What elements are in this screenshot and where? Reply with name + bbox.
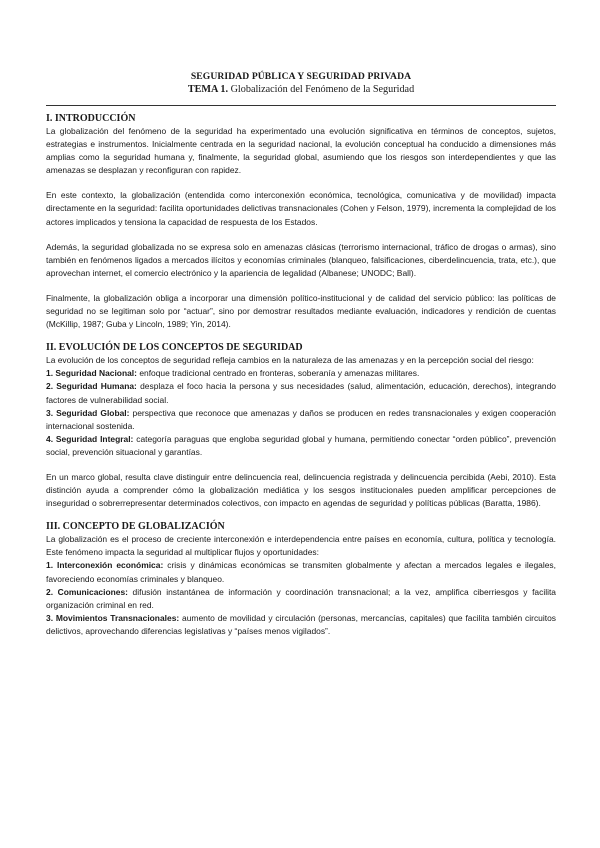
list-item-label: 1. Interconexión económica: (46, 560, 164, 571)
section-heading-introduccion: I. INTRODUCCIÓN (46, 113, 136, 124)
list-item-text: difusión instantánea de información y coordinación transnacional; a la vez, amplifica ciberriesgos y facilita organización criminal en red. (46, 586, 556, 610)
paragraph: Además, la seguridad globalizada no se expresa solo en amenazas clásicas (terrorismo internacional, tráfico de drogas o armas), sino también en fenómenos ligados a mercados ilícitos y economías criminales (blanqueo, falsificaciones, ciberdelincuencia, trata, etc.), que aprovechan internet, el comercio electrónico y la apariencia de legalidad (Albanese; UNODC; Ball). (46, 241, 556, 278)
paragraph: Finalmente, la globalización obliga a incorporar una dimensión político-institucional y de calidad del servicio público: las políticas de seguridad no se legitiman solo por “actuar”, sino por demostrar resultados mediante evaluación, indicadores y rendición de cuentas (McKillip, 1987; Guba y Lincoln, 1989; Yin, 2014). (46, 292, 556, 330)
list-item-label: 3. Movimientos Transnacionales: (46, 612, 180, 623)
list-item (46, 380, 556, 406)
paragraph: La globalización del fenómeno de la seguridad ha experimentado una evolución significativa en términos de conceptos, sujetos, estrategias e instrumentos. Inicialmente centrada en la seguridad nacional, la evolución conceptual ha conducido a dimensiones más amplias como la seguridad humana y, finalmente, la seguridad global, asumiendo que los riesgos son interdependientes y que las amenazas se desplazan y reconfiguran con rapidez. (46, 126, 556, 176)
paragraph: En este contexto, la globalización (entendida como interconexión económica, tecnológica, comunicativa y de movilidad) impacta directamente en la seguridad: facilita oportunidades delictivas transnacionales (Cohen y Felson, 1979), incrementa la complejidad de los actores implicados y tensiona la capacidad de respuesta de los Estados. (46, 190, 556, 227)
list-item-label: 3. Seguridad Global: (46, 407, 130, 418)
list-item-text: aumento de movilidad y circulación (personas, mercancías, capitales) que facilita también circuitos delictivos, aprovechando diferencias legislativas y “países menos vigilados”. (46, 612, 556, 636)
list-item (46, 367, 556, 380)
list-item-text: categoría paraguas que engloba seguridad global y humana, permitiendo conectar “orden público”, prevención social, prevención situacional y garantías. (46, 433, 556, 457)
document-subtitle (46, 83, 556, 97)
list-item-label: 2. Seguridad Humana: (46, 381, 137, 392)
document-header (46, 0, 556, 97)
list-item-text: perspectiva que reconoce que amenazas y daños se producen en redes transnacionales y exigen cooperación internacional sostenida. (46, 407, 556, 431)
topic-label: TEMA 1. (187, 84, 229, 95)
topic-text: Globalización del Fenómeno de la Seguridad (230, 84, 415, 95)
section-heading-globalizacion: III. CONCEPTO DE GLOBALIZACIÓN (46, 521, 225, 533)
list-item (46, 612, 556, 638)
list-item-label: 1. Seguridad Nacional: (46, 368, 137, 379)
list-item (46, 559, 556, 585)
header-divider (46, 105, 556, 106)
list-item-label: 4. Seguridad Integral: (46, 433, 134, 444)
list-item-text: desplaza el foco hacia la persona y sus necesidades (salud, alimentación, educación, derechos), integrando factores de vulnerabilidad social. (46, 381, 556, 405)
list-item-text: enfoque tradicional centrado en fronteras, soberanía y amenazas militares. (136, 368, 420, 379)
list-item (46, 407, 556, 433)
document-title: SEGURIDAD PÚBLICA Y SEGURIDAD PRIVADA (190, 71, 412, 82)
list-item (46, 433, 556, 459)
list-item-label: 2. Comunicaciones: (46, 586, 128, 597)
paragraph: La evolución de los conceptos de seguridad refleja cambios en la naturaleza de las amenazas y en la percepción social del riesgo: (46, 355, 534, 366)
list-item-text: crisis y dinámicas económicas se transmiten globalmente y afectan a mercados legales e ilegales, favoreciendo economías criminales y blanqueo. (46, 560, 556, 584)
section-heading-evolucion: II. EVOLUCIÓN DE LOS CONCEPTOS DE SEGURIDAD (46, 342, 303, 354)
paragraph: La globalización es el proceso de creciente interconexión e interdependencia entre países en economía, cultura, política y tecnología. Este fenómeno impacta la seguridad al multiplicar flujos y oportunidades: (46, 534, 556, 558)
paragraph: En un marco global, resulta clave distinguir entre delincuencia real, delincuencia registrada y delincuencia percibida (Aebi, 2010). Esta distinción ayuda a comprender cómo la globalización mediática y los sesgos institucionales pueden amplificar percepciones de inseguridad o sobrerrepresentar determinados colectivos, con impacto en agendas de seguridad y políticas públicas (Baratta, 1986). (46, 471, 556, 509)
list-item (46, 586, 556, 612)
